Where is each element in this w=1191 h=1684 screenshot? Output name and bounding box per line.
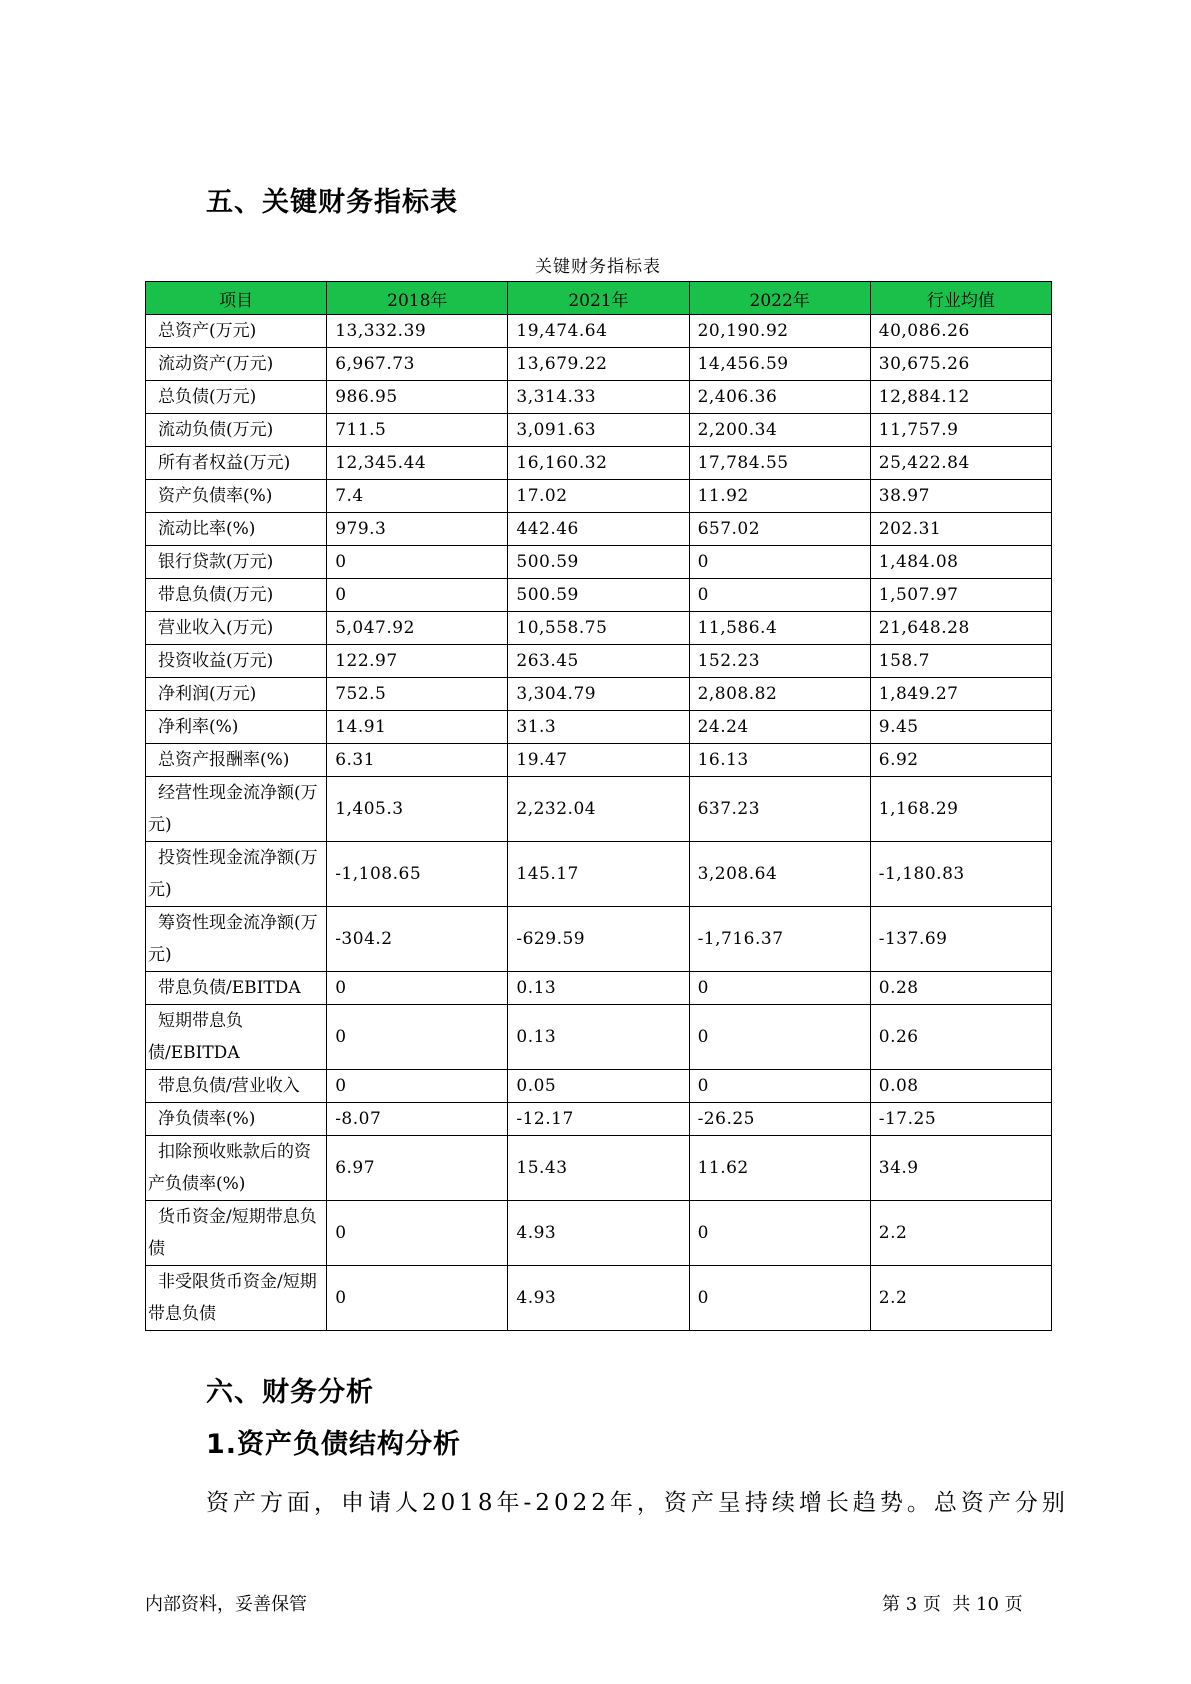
- cell-value: -304.2: [327, 907, 508, 972]
- cell-value: 0: [689, 546, 870, 579]
- cell-value: 0: [689, 1266, 870, 1331]
- section-heading-5: 五、关键财务指标表: [206, 187, 458, 218]
- cell-value: 0.13: [508, 972, 689, 1005]
- table-row: [146, 480, 1052, 513]
- cell-value: 0: [689, 972, 870, 1005]
- cell-value: 4.93: [508, 1266, 689, 1331]
- table-row: [146, 1136, 1052, 1201]
- row-label: 短期带息负债/EBITDA: [146, 1005, 327, 1070]
- row-label: 流动比率(%): [146, 513, 327, 546]
- column-header: 2018年: [327, 282, 508, 315]
- cell-value: 10,558.75: [508, 612, 689, 645]
- cell-value: 7.4: [327, 480, 508, 513]
- cell-value: 0: [689, 579, 870, 612]
- table-row: [146, 1103, 1052, 1136]
- cell-value: 158.7: [870, 645, 1051, 678]
- cell-value: 2,406.36: [689, 381, 870, 414]
- cell-value: 19.47: [508, 744, 689, 777]
- cell-value: 1,168.29: [870, 777, 1051, 842]
- row-label: 经营性现金流净额(万元): [146, 777, 327, 842]
- cell-value: 16,160.32: [508, 447, 689, 480]
- table-body: [146, 315, 1052, 1331]
- table-row: [146, 678, 1052, 711]
- cell-value: 9.45: [870, 711, 1051, 744]
- cell-value: 21,648.28: [870, 612, 1051, 645]
- cell-value: 20,190.92: [689, 315, 870, 348]
- row-label: 营业收入(万元): [146, 612, 327, 645]
- row-label: 总负债(万元): [146, 381, 327, 414]
- row-label: 总资产报酬率(%): [146, 744, 327, 777]
- cell-value: 152.23: [689, 645, 870, 678]
- row-label: 净负债率(%): [146, 1103, 327, 1136]
- cell-value: -1,716.37: [689, 907, 870, 972]
- cell-value: 0.13: [508, 1005, 689, 1070]
- cell-value: 0.05: [508, 1070, 689, 1103]
- cell-value: 17.02: [508, 480, 689, 513]
- table-row: [146, 972, 1052, 1005]
- row-label: 净利润(万元): [146, 678, 327, 711]
- cell-value: 0: [689, 1005, 870, 1070]
- cell-value: 1,484.08: [870, 546, 1051, 579]
- cell-value: -17.25: [870, 1103, 1051, 1136]
- cell-value: -1,180.83: [870, 842, 1051, 907]
- cell-value: 0: [327, 972, 508, 1005]
- cell-value: 202.31: [870, 513, 1051, 546]
- table-row: [146, 1201, 1052, 1266]
- row-label: 总资产(万元): [146, 315, 327, 348]
- cell-value: 4.93: [508, 1201, 689, 1266]
- cell-value: 5,047.92: [327, 612, 508, 645]
- row-label: 投资收益(万元): [146, 645, 327, 678]
- cell-value: 1,405.3: [327, 777, 508, 842]
- table-row: [146, 842, 1052, 907]
- cell-value: 12,884.12: [870, 381, 1051, 414]
- cell-value: -1,108.65: [327, 842, 508, 907]
- table-row: [146, 513, 1052, 546]
- table-row: [146, 1266, 1052, 1331]
- cell-value: 30,675.26: [870, 348, 1051, 381]
- cell-value: -8.07: [327, 1103, 508, 1136]
- cell-value: 3,091.63: [508, 414, 689, 447]
- cell-value: 2.2: [870, 1201, 1051, 1266]
- table-row: [146, 414, 1052, 447]
- cell-value: -12.17: [508, 1103, 689, 1136]
- cell-value: 2,232.04: [508, 777, 689, 842]
- cell-value: 25,422.84: [870, 447, 1051, 480]
- cell-value: 11,586.4: [689, 612, 870, 645]
- table-caption: 关键财务指标表: [535, 257, 661, 277]
- column-header: 2022年: [689, 282, 870, 315]
- footer-confidential-note: 内部资料，妥善保管: [145, 1594, 307, 1615]
- cell-value: 6.31: [327, 744, 508, 777]
- row-label: 带息负债/营业收入: [146, 1070, 327, 1103]
- cell-value: 442.46: [508, 513, 689, 546]
- cell-value: -629.59: [508, 907, 689, 972]
- financial-indicators-table: [145, 281, 1052, 1331]
- cell-value: 34.9: [870, 1136, 1051, 1201]
- cell-value: 637.23: [689, 777, 870, 842]
- cell-value: 0: [327, 1070, 508, 1103]
- footer-page-number: 第 3 页 共 10 页: [882, 1594, 1023, 1615]
- table-header-row: [146, 282, 1052, 315]
- row-label: 资产负债率(%): [146, 480, 327, 513]
- cell-value: 0: [327, 579, 508, 612]
- row-label: 筹资性现金流净额(万元): [146, 907, 327, 972]
- row-label: 带息负债/EBITDA: [146, 972, 327, 1005]
- cell-value: 752.5: [327, 678, 508, 711]
- cell-value: 0: [327, 1005, 508, 1070]
- cell-value: 14.91: [327, 711, 508, 744]
- cell-value: 657.02: [689, 513, 870, 546]
- subsection-heading-6-1: 1.资产负债结构分析: [206, 1429, 462, 1460]
- cell-value: 986.95: [327, 381, 508, 414]
- table-row: [146, 546, 1052, 579]
- table-row: [146, 1070, 1052, 1103]
- cell-value: 2,808.82: [689, 678, 870, 711]
- row-label: 所有者权益(万元): [146, 447, 327, 480]
- table-row: [146, 1005, 1052, 1070]
- cell-value: 11.62: [689, 1136, 870, 1201]
- cell-value: 16.13: [689, 744, 870, 777]
- cell-value: 3,304.79: [508, 678, 689, 711]
- cell-value: 6.97: [327, 1136, 508, 1201]
- cell-value: 14,456.59: [689, 348, 870, 381]
- cell-value: 38.97: [870, 480, 1051, 513]
- row-label: 投资性现金流净额(万元): [146, 842, 327, 907]
- cell-value: -137.69: [870, 907, 1051, 972]
- table-row: [146, 315, 1052, 348]
- cell-value: 0.26: [870, 1005, 1051, 1070]
- cell-value: 0: [327, 546, 508, 579]
- table-row: [146, 645, 1052, 678]
- cell-value: 122.97: [327, 645, 508, 678]
- cell-value: 2.2: [870, 1266, 1051, 1331]
- row-label: 净利率(%): [146, 711, 327, 744]
- cell-value: 145.17: [508, 842, 689, 907]
- cell-value: 3,208.64: [689, 842, 870, 907]
- row-label: 非受限货币资金/短期带息负债: [146, 1266, 327, 1331]
- cell-value: 19,474.64: [508, 315, 689, 348]
- cell-value: 31.3: [508, 711, 689, 744]
- body-paragraph: 资产方面，申请人2018年-2022年，资产呈持续增长趋势。总资产分别: [206, 1490, 1069, 1516]
- cell-value: 0.28: [870, 972, 1051, 1005]
- cell-value: 11.92: [689, 480, 870, 513]
- cell-value: 24.24: [689, 711, 870, 744]
- cell-value: 0: [689, 1070, 870, 1103]
- cell-value: 11,757.9: [870, 414, 1051, 447]
- cell-value: 500.59: [508, 546, 689, 579]
- row-label: 货币资金/短期带息负债: [146, 1201, 327, 1266]
- column-header: 2021年: [508, 282, 689, 315]
- cell-value: 3,314.33: [508, 381, 689, 414]
- cell-value: 6.92: [870, 744, 1051, 777]
- cell-value: 6,967.73: [327, 348, 508, 381]
- cell-value: 0: [327, 1201, 508, 1266]
- row-label: 流动负债(万元): [146, 414, 327, 447]
- cell-value: 711.5: [327, 414, 508, 447]
- cell-value: 0: [327, 1266, 508, 1331]
- cell-value: 13,332.39: [327, 315, 508, 348]
- cell-value: 13,679.22: [508, 348, 689, 381]
- row-label: 银行贷款(万元): [146, 546, 327, 579]
- row-label: 扣除预收账款后的资产负债率(%): [146, 1136, 327, 1201]
- row-label: 带息负债(万元): [146, 579, 327, 612]
- table-row: [146, 711, 1052, 744]
- cell-value: 1,849.27: [870, 678, 1051, 711]
- cell-value: 500.59: [508, 579, 689, 612]
- section-heading-6: 六、财务分析: [206, 1377, 374, 1408]
- cell-value: 0.08: [870, 1070, 1051, 1103]
- cell-value: -26.25: [689, 1103, 870, 1136]
- cell-value: 2,200.34: [689, 414, 870, 447]
- cell-value: 17,784.55: [689, 447, 870, 480]
- column-header: 行业均值: [870, 282, 1051, 315]
- cell-value: 15.43: [508, 1136, 689, 1201]
- cell-value: 0: [689, 1201, 870, 1266]
- column-header: 项目: [146, 282, 327, 315]
- table-row: [146, 381, 1052, 414]
- cell-value: 979.3: [327, 513, 508, 546]
- table-row: [146, 348, 1052, 381]
- table-row: [146, 579, 1052, 612]
- table-row: [146, 907, 1052, 972]
- table-row: [146, 777, 1052, 842]
- cell-value: 12,345.44: [327, 447, 508, 480]
- cell-value: 1,507.97: [870, 579, 1051, 612]
- cell-value: 40,086.26: [870, 315, 1051, 348]
- table-row: [146, 612, 1052, 645]
- row-label: 流动资产(万元): [146, 348, 327, 381]
- cell-value: 263.45: [508, 645, 689, 678]
- table-row: [146, 744, 1052, 777]
- table-row: [146, 447, 1052, 480]
